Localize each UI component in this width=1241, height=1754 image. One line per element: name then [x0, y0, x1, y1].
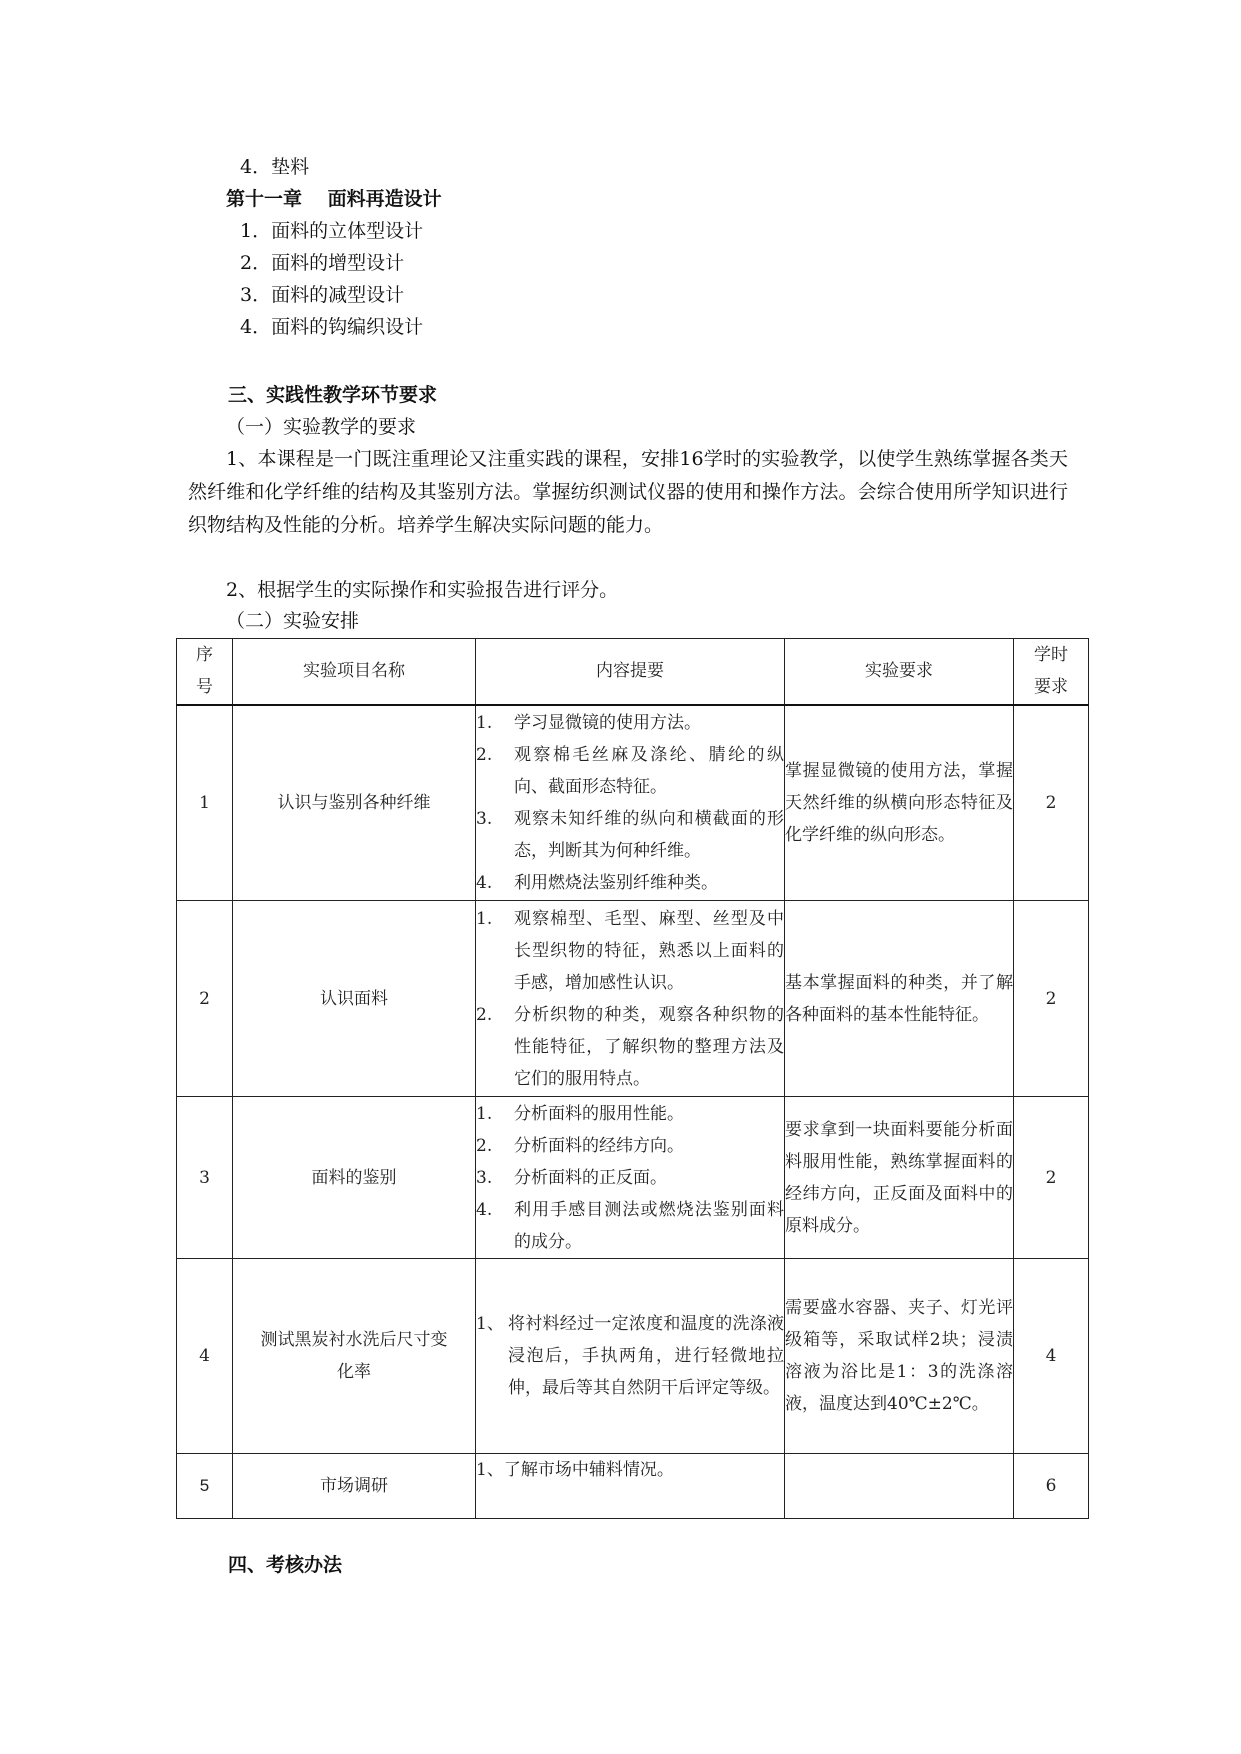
- table-row: [177, 1259, 1089, 1454]
- row-content: [476, 705, 785, 901]
- row-name: 市场调研: [233, 1454, 476, 1519]
- list-item: 3. 观察未知纤维的纵向和横截面的形态，判断其为何种纤维。: [476, 808, 784, 861]
- row-name: 面料的鉴别: [233, 1097, 476, 1259]
- section-title: 四、考核办法: [228, 1554, 343, 1576]
- row-name: 认识面料: [233, 901, 476, 1097]
- list-item: 1. 学习显微镜的使用方法。: [476, 712, 701, 733]
- row-seq: 4: [177, 1259, 233, 1454]
- paragraph-lab-overview: 1、本课程是一门既注重理论又注重实践的课程，安排16学时的实验教学，以使学生熟练掌握各类天然纤维和化学纤维的结构及其鉴别方法。掌握纺织测试仪器的使用和操作方法。会综合使用所学知识进行织物结构及性能的分析。培养学生解决实际问题的能力。: [188, 448, 1068, 536]
- table-row: [177, 705, 1089, 901]
- list-item: 1. 观察棉型、毛型、麻型、丝型及中长型织物的特征，熟悉以上面料的手感，增加感性认识。: [476, 908, 784, 993]
- table-row: [177, 1097, 1089, 1259]
- paragraph-grading: 2、根据学生的实际操作和实验报告进行评分。: [226, 579, 619, 601]
- header-hours: 学时 要求: [1014, 639, 1089, 705]
- row-seq: 2: [177, 901, 233, 1097]
- chapter-item: 1．面料的立体型设计: [240, 220, 424, 242]
- row-content: [476, 901, 785, 1097]
- row-hours: 6: [1014, 1454, 1089, 1519]
- row-name: 测试黑炭衬水洗后尺寸变化率: [233, 1259, 476, 1454]
- row-requirement: 要求拿到一块面料要能分析面料服用性能，熟练掌握面料的经纬方向，正反面及面料中的原料成分。: [785, 1097, 1014, 1259]
- section-title: 三、实践性教学环节要求: [228, 384, 438, 406]
- row-seq: 3: [177, 1097, 233, 1259]
- list-item: 2. 分析织物的种类，观察各种织物的性能特征，了解织物的整理方法及它们的服用特点。: [476, 1004, 784, 1089]
- row-requirement: 基本掌握面料的种类，并了解各种面料的基本性能特征。: [785, 901, 1014, 1097]
- list-item: 1、 将衬料经过一定浓度和温度的洗涤液浸泡后，手执两角，进行轻微地拉伸，最后等其自然阴干后评定等级。: [476, 1314, 784, 1398]
- row-seq: 1: [177, 705, 233, 901]
- table-header-row: [177, 639, 1089, 705]
- row-hours: 2: [1014, 1097, 1089, 1259]
- header-seq: 序 号: [177, 639, 233, 705]
- list-item-lining-pad: 4．垫料: [240, 156, 310, 178]
- list-item: 1. 分析面料的服用性能。: [476, 1103, 684, 1124]
- row-content: [476, 1454, 785, 1519]
- chapter-item: 4．面料的钩编织设计: [240, 316, 424, 338]
- list-item: 1、了解市场中辅料情况。: [476, 1460, 674, 1480]
- chapter-item: 3．面料的减型设计: [240, 284, 405, 306]
- row-hours: 2: [1014, 705, 1089, 901]
- table-row: [177, 1454, 1089, 1519]
- list-item: 2. 观察棉毛丝麻及涤纶、腈纶的纵向、截面形态特征。: [476, 744, 784, 797]
- subsection-title: （一）实验教学的要求: [226, 416, 417, 438]
- list-item: 2. 分析面料的经纬方向。: [476, 1135, 684, 1156]
- row-hours: 2: [1014, 901, 1089, 1097]
- chapter-item: 2．面料的增型设计: [240, 252, 405, 274]
- row-requirement: [785, 1454, 1014, 1519]
- header-requirement: 实验要求: [785, 639, 1014, 705]
- row-requirement: 需要盛水容器、夹子、灯光评级箱等，采取试样2块；浸渍溶液为浴比是1：3的洗涤溶液，温度达到40℃±2℃。: [785, 1259, 1014, 1454]
- row-content: [476, 1097, 785, 1259]
- list-item: 4. 利用燃烧法鉴别纤维种类。: [476, 872, 718, 893]
- row-hours: 4: [1014, 1259, 1089, 1454]
- row-name: 认识与鉴别各种纤维: [233, 705, 476, 901]
- row-requirement: 掌握显微镜的使用方法，掌握天然纤维的纵横向形态特征及化学纤维的纵向形态。: [785, 705, 1014, 901]
- chapter-title: 第十一章 面料再造设计: [226, 188, 442, 210]
- header-name: 实验项目名称: [233, 639, 476, 705]
- list-item: 4. 利用手感目测法或燃烧法鉴别面料的成分。: [476, 1199, 784, 1252]
- row-seq: 5: [177, 1454, 233, 1519]
- header-content: 内容提要: [476, 639, 785, 705]
- table-row: [177, 901, 1089, 1097]
- subsection-title: （二）实验安排: [226, 610, 360, 632]
- list-item: 3. 分析面料的正反面。: [476, 1167, 667, 1188]
- lab-schedule-table: [176, 638, 1089, 1519]
- row-content: [476, 1259, 785, 1454]
